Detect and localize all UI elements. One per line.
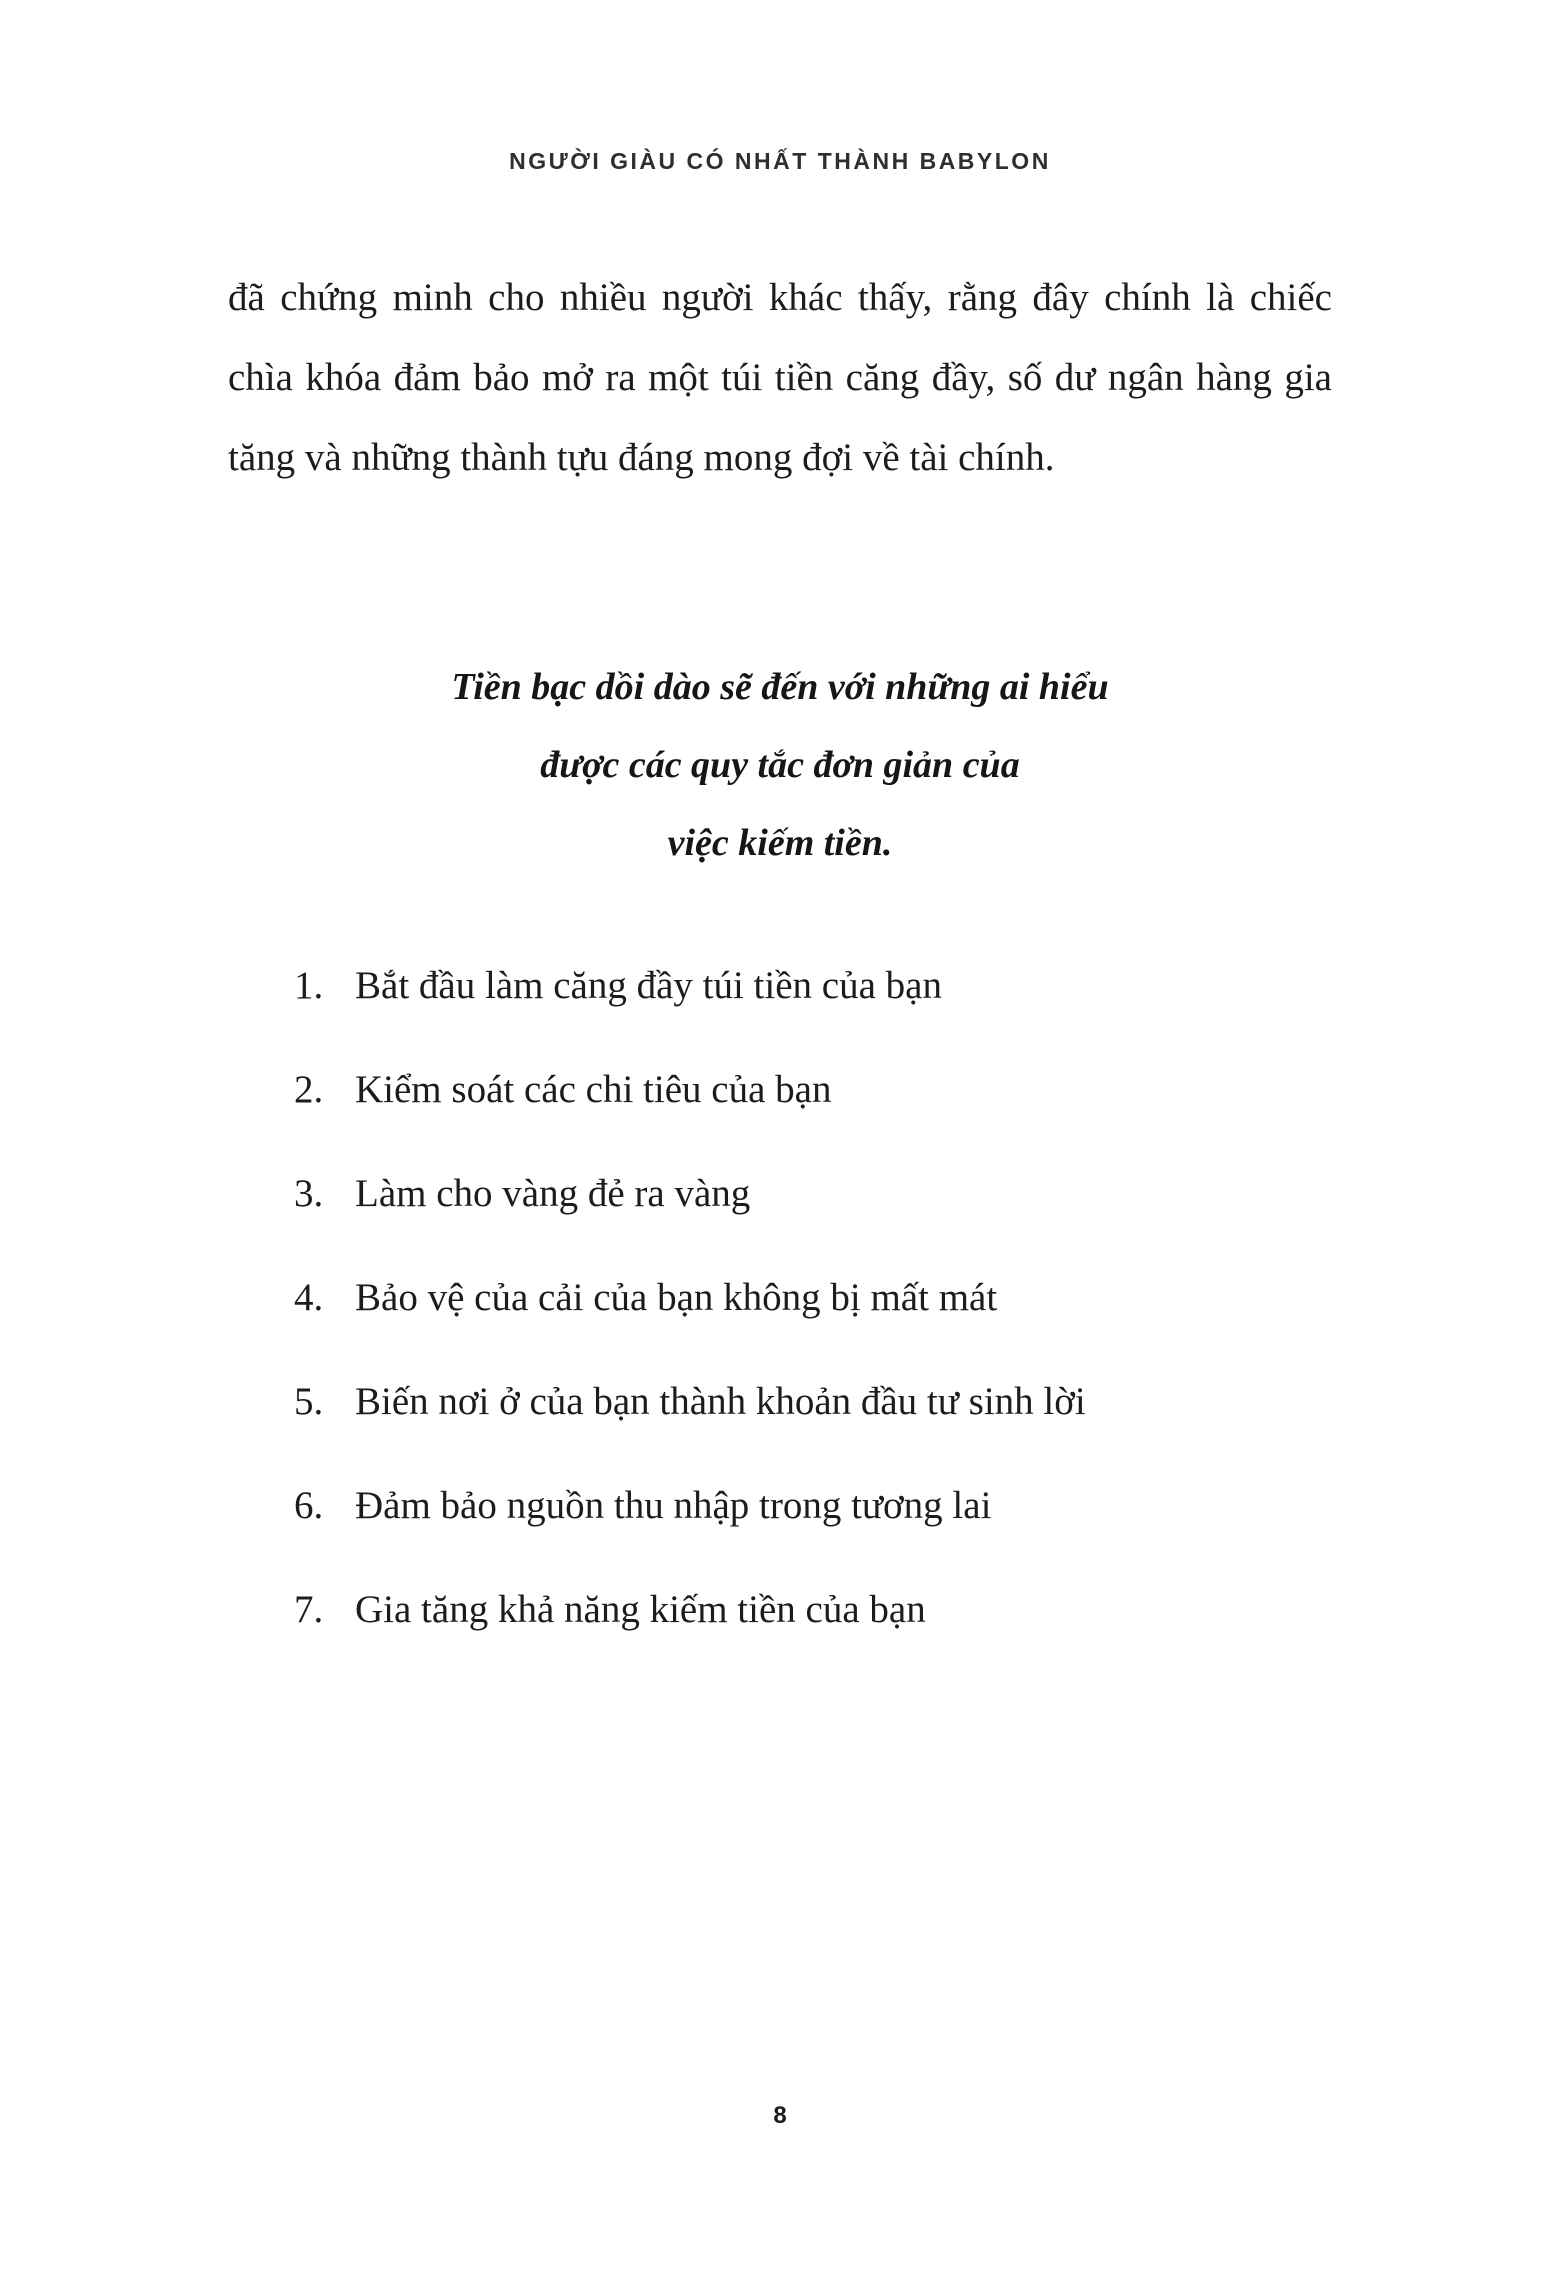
list-item-number: 7. [294, 1588, 324, 1631]
page-number: 8 [773, 2102, 787, 2129]
list-item-number: 4. [294, 1276, 324, 1319]
list-item [294, 1274, 1394, 1322]
quote-line-2: được các quy tắc đơn giản của [540, 744, 1020, 786]
list-item-text: Đảm bảo nguồn thu nhập trong tương lai [355, 1484, 992, 1527]
list-item-number: 3. [294, 1172, 324, 1215]
list-item [294, 1482, 1394, 1530]
list-item-number: 2. [294, 1068, 324, 1111]
list-item-number: 6. [294, 1484, 324, 1527]
list-item [294, 1586, 1394, 1634]
running-header: NGƯỜI GIÀU CÓ NHẤT THÀNH BABYLON [509, 148, 1051, 174]
list-item-text: Kiểm soát các chi tiêu của bạn [355, 1068, 832, 1111]
list-item [294, 1066, 1394, 1114]
list-item-text: Bảo vệ của cải của bạn không bị mất mát [355, 1276, 998, 1319]
rules-list [294, 962, 1394, 1690]
list-item-text: Bắt đầu làm căng đầy túi tiền của bạn [355, 964, 942, 1007]
list-item-text: Biến nơi ở của bạn thành khoản đầu tư sinh lời [355, 1380, 1086, 1423]
list-item [294, 1170, 1394, 1218]
list-item [294, 1378, 1394, 1426]
list-item [294, 962, 1394, 1010]
list-item-number: 1. [294, 964, 324, 1007]
quote-line-1: Tiền bạc dồi dào sẽ đến với những ai hiểu [451, 666, 1109, 708]
list-item-number: 5. [294, 1380, 324, 1423]
quote-line-3: việc kiếm tiền. [667, 822, 893, 864]
body-paragraph: đã chứng minh cho nhiều người khác thấy, rằng đây chính là chiếc chìa khóa đảm bảo mở ra một túi tiền căng đầy, số dư ngân hàng gia tăng và những thành tựu đáng mong đợi về tài chính. [228, 276, 1332, 479]
list-item-text: Gia tăng khả năng kiếm tiền của bạn [355, 1588, 926, 1631]
quote-block [0, 648, 1560, 882]
list-item-text: Làm cho vàng đẻ ra vàng [355, 1172, 751, 1215]
